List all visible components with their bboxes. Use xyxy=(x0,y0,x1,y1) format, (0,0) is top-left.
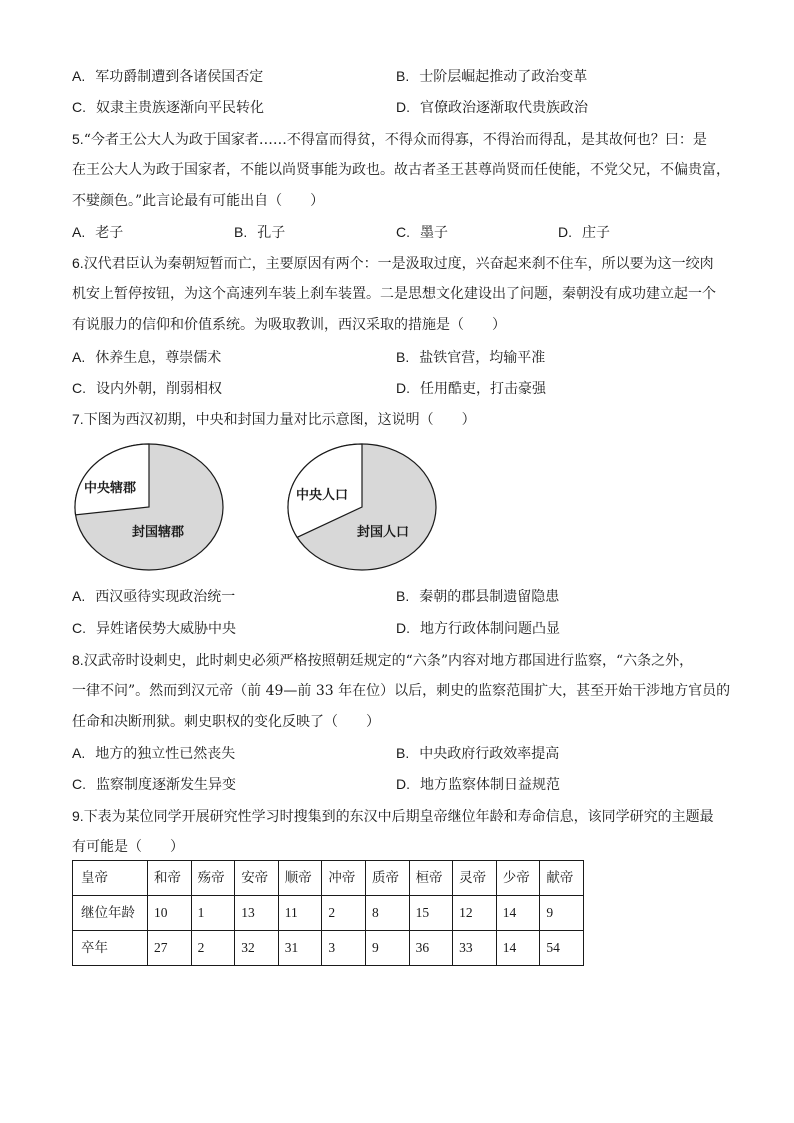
option-text: 中央政府行政效率提高 xyxy=(419,746,560,762)
option-letter: C. xyxy=(72,776,86,792)
q7-option-c[interactable] xyxy=(72,618,236,638)
option-text: 异姓诸侯势大威胁中央 xyxy=(96,621,236,637)
q5-option-d[interactable] xyxy=(558,222,610,242)
table-cell: 13 xyxy=(235,896,279,931)
table-cell: 3 xyxy=(322,931,366,966)
table-cell: 33 xyxy=(453,931,497,966)
table-cell: 9 xyxy=(540,896,584,931)
stem-text: “今者王公大人为政于国家者……不得富而得贫，不得众而得寡，不得治而得乱，是其故何也？曰：是 xyxy=(83,132,707,148)
stem-text: 下图为西汉初期，中央和封国力量对比示意图，这说明（ ） xyxy=(83,412,476,428)
q8-stem-line-1 xyxy=(72,650,732,670)
pie-chart-population xyxy=(287,444,447,574)
option-text: 奴隶主贵族逐渐向平民转化 xyxy=(96,100,264,116)
stem-text: 汉代君臣认为秦朝短暂而亡，主要原因有两个：一是汲取过度，兴奋起来刹不住车，所以要为这一绞肉 xyxy=(83,256,714,272)
q6-option-d[interactable] xyxy=(396,378,546,398)
q7-stem-line-1 xyxy=(72,409,732,429)
pie-central-commanderies-wedge xyxy=(75,444,149,515)
option-text: 盐铁官营，均输平准 xyxy=(419,350,546,366)
q4-option-d[interactable] xyxy=(396,97,588,117)
table-cell: 献帝 xyxy=(540,861,584,896)
table-row-emperors xyxy=(73,861,584,896)
table-cell: 54 xyxy=(540,931,584,966)
option-letter: A. xyxy=(72,349,86,365)
pie-fief-commanderies-label: 封国辖郡 xyxy=(132,525,185,540)
option-letter: C. xyxy=(72,380,86,396)
option-text: 秦朝的郡县制遗留隐患 xyxy=(419,589,560,605)
question-number: 7. xyxy=(72,411,84,427)
option-text: 任用酷吏，打击豪强 xyxy=(420,381,546,397)
table-cell: 8 xyxy=(365,896,409,931)
option-letter: B. xyxy=(396,745,410,761)
option-text: 墨子 xyxy=(420,225,448,241)
option-text: 庄子 xyxy=(582,225,610,241)
table-cell: 36 xyxy=(409,931,453,966)
option-text: 孔子 xyxy=(257,225,286,241)
table-cell: 27 xyxy=(148,931,192,966)
question-number: 6. xyxy=(72,255,84,271)
option-letter: A. xyxy=(72,224,86,240)
option-text: 官僚政治逐渐取代贵族政治 xyxy=(420,100,588,116)
q5-option-c[interactable] xyxy=(396,222,448,242)
option-letter: B. xyxy=(234,224,248,240)
table-header-cell: 卒年 xyxy=(73,931,148,966)
q5-stem-line-3: 不嬖颜色。”此言论最有可能出自（ ） xyxy=(72,193,325,209)
option-text: 西汉亟待实现政治统一 xyxy=(95,589,236,605)
q4-option-b[interactable] xyxy=(396,66,587,86)
question-number: 8. xyxy=(72,652,84,668)
q8-option-c[interactable] xyxy=(72,774,236,794)
stem-text: 下表为某位同学开展研究性学习时搜集到的东汉中后期皇帝继位年龄和寿命信息，该同学研究的主题最 xyxy=(83,809,714,825)
q6-option-a[interactable] xyxy=(72,347,221,367)
option-text: 地方的独立性已然丧失 xyxy=(95,746,236,762)
table-cell: 12 xyxy=(453,896,497,931)
table-cell: 桓帝 xyxy=(409,861,453,896)
option-text: 设内外朝，削弱相权 xyxy=(96,381,222,397)
pie-chart-commanderies xyxy=(74,444,234,574)
q9-stem-line-2: 有可能是（ ） xyxy=(72,839,184,855)
table-header-cell: 皇帝 xyxy=(73,861,148,896)
option-text: 军功爵制遭到各诸侯国否定 xyxy=(95,69,264,85)
q8-option-a[interactable] xyxy=(72,743,235,763)
question-number: 9. xyxy=(72,808,84,824)
option-text: 老子 xyxy=(95,225,124,241)
option-letter: A. xyxy=(72,745,86,761)
option-text: 地方行政体制问题凸显 xyxy=(420,621,560,637)
table-row-accession-age xyxy=(73,896,584,931)
q6-stem-line-1 xyxy=(72,253,732,273)
table-cell: 灵帝 xyxy=(453,861,497,896)
option-letter: D. xyxy=(558,224,572,240)
table-cell: 14 xyxy=(496,931,540,966)
pie-central-population-label: 中央人口 xyxy=(296,488,349,503)
option-letter: D. xyxy=(396,776,410,792)
table-cell: 安帝 xyxy=(235,861,279,896)
option-letter: C. xyxy=(72,99,86,115)
option-letter: B. xyxy=(396,588,410,604)
table-header-cell: 继位年龄 xyxy=(73,896,148,931)
q7-option-a[interactable] xyxy=(72,586,235,606)
option-text: 休养生息，尊崇儒术 xyxy=(95,350,222,366)
option-letter: C. xyxy=(396,224,410,240)
table-cell: 和帝 xyxy=(148,861,192,896)
q8-option-b[interactable] xyxy=(396,743,559,763)
table-cell: 2 xyxy=(191,931,235,966)
table-cell: 2 xyxy=(322,896,366,931)
table-row-death-age xyxy=(73,931,584,966)
table-cell: 10 xyxy=(148,896,192,931)
table-cell: 1 xyxy=(191,896,235,931)
table-cell: 质帝 xyxy=(365,861,409,896)
table-cell: 31 xyxy=(278,931,322,966)
q4-option-c[interactable] xyxy=(72,97,264,117)
question-number: 5. xyxy=(72,131,84,147)
q8-stem-line-3: 任命和决断刑狱。刺史职权的变化反映了（ ） xyxy=(72,714,380,730)
table-cell: 15 xyxy=(409,896,453,931)
q5-option-b[interactable] xyxy=(234,222,285,242)
option-text: 士阶层崛起推动了政治变革 xyxy=(419,69,588,85)
table-cell: 冲帝 xyxy=(322,861,366,896)
table-cell: 少帝 xyxy=(496,861,540,896)
pie-fief-population-label: 封国人口 xyxy=(357,525,410,540)
q6-option-b[interactable] xyxy=(396,347,545,367)
table-cell: 顺帝 xyxy=(278,861,322,896)
option-letter: B. xyxy=(396,68,410,84)
q6-option-c[interactable] xyxy=(72,378,222,398)
option-letter: A. xyxy=(72,68,86,84)
q5-stem-line-1 xyxy=(72,129,732,149)
table-cell: 11 xyxy=(278,896,322,931)
q8-option-d[interactable] xyxy=(396,774,560,794)
q7-option-b[interactable] xyxy=(396,586,559,606)
option-letter: B. xyxy=(396,349,410,365)
stem-text: 汉武帝时设刺史，此时刺史必须严格按照朝廷规定的“六条”内容对地方郡国进行监察，“六条之外， xyxy=(83,653,694,669)
q5-option-a[interactable] xyxy=(72,222,123,242)
q7-option-d[interactable] xyxy=(396,618,560,638)
q6-stem-line-3: 有说服力的信仰和价值系统。为吸取教训，西汉采取的措施是（ ） xyxy=(72,317,506,333)
table-cell: 9 xyxy=(365,931,409,966)
option-text: 监察制度逐渐发生异变 xyxy=(96,777,236,793)
q4-option-a[interactable] xyxy=(72,66,263,86)
table-cell: 14 xyxy=(496,896,540,931)
option-letter: C. xyxy=(72,620,86,636)
option-text: 地方监察体制日益规范 xyxy=(420,777,560,793)
table-cell: 32 xyxy=(235,931,279,966)
q6-stem-line-2: 机安上暂停按钮，为这个高速列车装上刹车装置。二是思想文化建设出了问题，秦朝没有成功建立起一个 xyxy=(72,286,716,302)
option-letter: D. xyxy=(396,380,410,396)
q9-stem-line-1 xyxy=(72,806,732,826)
table-cell: 殇帝 xyxy=(191,861,235,896)
q8-stem-line-2: 一律不问”。然而到汉元帝（前 49—前 33 年在位）以后，刺史的监察范围扩大，甚至开始干涉地方官员的 xyxy=(72,683,731,699)
q5-stem-line-2: 在王公大人为政于国家者，不能以尚贤事能为政也。故古者圣王甚尊尚贤而任使能，不党父兄，不偏贵富， xyxy=(72,162,730,178)
option-letter: A. xyxy=(72,588,86,604)
pie-central-commanderies-label: 中央辖郡 xyxy=(84,481,137,496)
option-letter: D. xyxy=(396,99,410,115)
option-letter: D. xyxy=(396,620,410,636)
emperor-table xyxy=(72,860,584,966)
